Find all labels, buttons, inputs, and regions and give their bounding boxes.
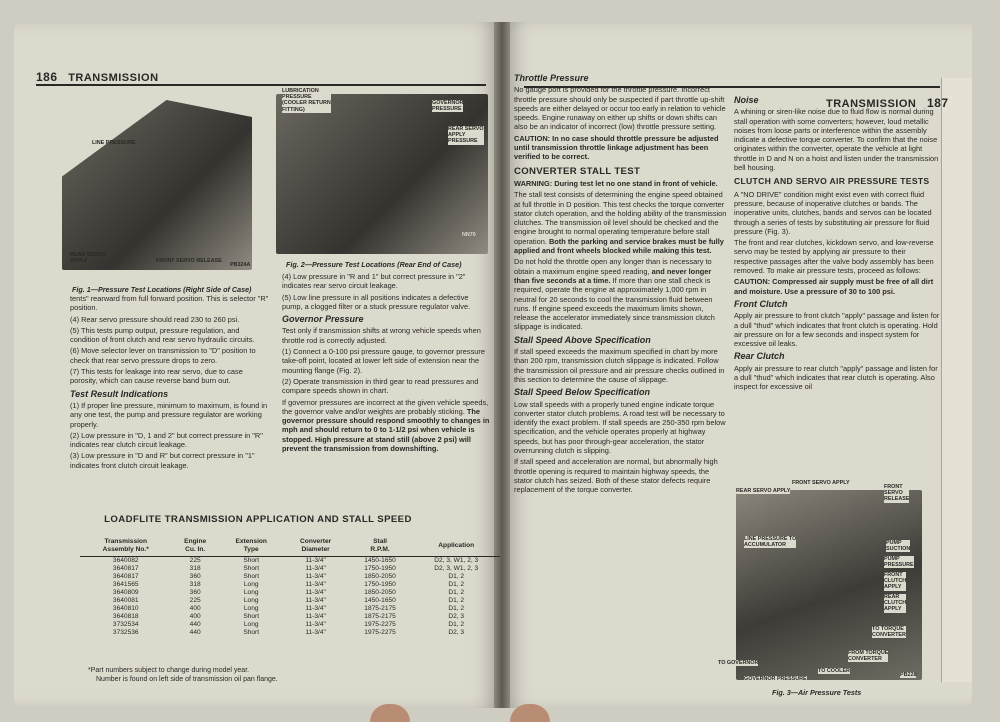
fig3-label-rear-servo-apply: REAR SERVO APPLY — [736, 488, 791, 494]
table-cell: 3640809 — [112, 589, 139, 597]
table-cell: Long — [243, 621, 259, 629]
table-cell: Long — [243, 605, 259, 613]
table-cell: 11-3/4" — [305, 589, 326, 597]
paragraph: tents" rearward from full forward position. This is selector "R" position. — [70, 294, 269, 313]
paragraph: Test only if transmission shifts at wrong vehicle speeds when throttle rod is correctly adjusted. — [282, 326, 481, 345]
table-footnotes — [88, 666, 468, 684]
paragraph: (7) This tests for leakage into rear servo, due to case porosity, which can cause reverse band burn out. — [70, 367, 243, 386]
table-header-row — [80, 538, 500, 557]
left-section-title: TRANSMISSION — [68, 72, 159, 84]
paragraph: If stall speed and acceleration are normal, but abnormally high throttle opening is required to maintain highway speeds, the stator clutch has seized. Both of these stator defects require replacement of the torque converter. — [514, 457, 718, 495]
left-column-1 — [70, 294, 270, 472]
fig3-label-to-cooler: TO COOLER — [818, 668, 850, 674]
heading-noise: Noise — [734, 95, 759, 105]
paragraph: A whining or siren-like noise due to fluid flow is normal during stall operation with some converters; however, loud metallic noises from loose parts or interference within the assembly indicate a defective torque converter. To confirm that the noise originates within the converter, operate the vehicle at light throttle in D and N on a hoist and listen under the transmission bell housing. — [734, 107, 939, 173]
table-cell: 3641565 — [112, 581, 139, 589]
paragraph — [282, 398, 490, 454]
table-cell: D1, 2 — [448, 597, 465, 605]
table-cell: 11-3/4" — [305, 629, 326, 637]
table-cell: 3732534 — [112, 621, 139, 629]
paragraph: (6) Move selector lever on transmission to "D" position to check that rear servo pressure drops to zero. — [70, 346, 256, 365]
fig1-caption: Fig. 1—Pressure Test Locations (Right Side of Case) — [72, 285, 252, 294]
table-cell: D1, 2 — [448, 605, 465, 613]
table-cell: 3640818 — [112, 613, 139, 621]
fig3-label-to-torque: TO TORQUE CONVERTER — [872, 626, 906, 639]
table-cell: 11-3/4" — [305, 565, 326, 573]
paragraph: (2) Operate transmission in third gear to read pressures and compare speeds shown in chart. — [282, 376, 479, 396]
right-page-number: 187 — [927, 96, 949, 110]
table-cell: 225 — [189, 597, 201, 605]
stall-speed-table-title: LOADFLITE TRANSMISSION APPLICATION AND STALL SPEED — [104, 514, 412, 525]
paragraph: (1) If proper line pressure, minimum to maximum, is found in any one test, the pump and pressure regulator are working properly. — [70, 400, 268, 429]
table-cell: 3640817 — [112, 565, 139, 573]
table-cell: 1750-1950 — [364, 581, 396, 589]
table-cell: 1975-2275 — [364, 629, 396, 637]
table-row — [80, 621, 500, 629]
table-cell: 1750-1950 — [364, 565, 396, 573]
table-cell: Short — [243, 565, 260, 573]
caution-note: CAUTION: Compressed air supply must be free of all dirt and moisture. Use a pressure of 30 to 100 psi. — [734, 277, 934, 296]
fig2-caption: Fig. 2—Pressure Test Locations (Rear End of Case) — [286, 260, 462, 269]
table-cell: 318 — [189, 581, 201, 589]
table-cell: 3640081 — [112, 597, 139, 605]
table-cell: Short — [243, 629, 260, 637]
heading-stall-below: Stall Speed Below Specification — [514, 387, 651, 398]
paragraph: The front and rear clutches, kickdown servo, and low-reverse servo may be tested by applying air pressure to their respective passages after the valve body assembly has been removed. To make air pressure tests, proceed as follows: — [734, 238, 934, 276]
fig1-label-line-pressure: LINE PRESSURE — [92, 140, 136, 146]
table-row — [80, 557, 500, 566]
right-section-title: TRANSMISSION — [826, 98, 917, 110]
table-cell: 440 — [189, 621, 201, 629]
table-cell: Long — [243, 597, 259, 605]
heading-throttle-pressure: Throttle Pressure — [514, 73, 589, 83]
heading-air-pressure-tests: CLUTCH AND SERVO AIR PRESSURE TESTS — [734, 176, 930, 187]
table-cell: 3640810 — [112, 605, 139, 613]
table-row — [80, 605, 500, 613]
table-cell: 1850-2050 — [364, 573, 396, 581]
table-cell: D2, 3, W1, 2, 3 — [434, 557, 479, 565]
text: If more than one stall check is required, operate the engine at approximately 1,000 rpm in neutral for 20 seconds to cool the transmission fluid between runs. If engine speed exceeds the maximum limits shown, release the accelerator immediately since transmission clutch slippage is indicated. — [514, 275, 715, 332]
table-cell: 1450-1650 — [364, 557, 396, 565]
table-cell: D1, 2 — [448, 573, 465, 581]
caution-note: CAUTION: In no case should throttle pressure be adjusted until transmission throttle linkage adjustment has been verified to be correct. — [514, 133, 719, 162]
table-cell: 11-3/4" — [305, 613, 326, 621]
bold-text: Both the parking and service brakes must be fully applied and front wheels blocked while making this test. — [514, 236, 724, 256]
fig2-transmission-photo — [276, 94, 488, 254]
paragraph: (1) Connect a 0-100 psi pressure gauge, to governor pressure take-off point, located at lower left side of extension near the mounting flange (Fig. 2). — [282, 347, 485, 375]
paragraph: (4) Low pressure in "R and 1" but correct pressure in "2" indicates rear servo circuit leakage. — [282, 272, 466, 291]
stall-speed-table — [80, 538, 500, 637]
right-column-1 — [514, 70, 728, 496]
table-row — [80, 597, 500, 605]
paragraph: (5) This tests pump output, pressure regulation, and condition of front clutch and rear servo hydraulic circuits. — [70, 325, 255, 345]
table-cell: 3640817 — [112, 573, 139, 581]
text: If governor pressures are incorrect at the given vehicle speeds, the governor valve and/or weights are probably sticking. — [282, 397, 489, 416]
paragraph: If stall speed exceeds the maximum specified in chart by more than 200 rpm, transmission clutch slippage is indicated. Follow the transmission oil pressure and air pressure checks outlined in this section to determine the cause of slippage. — [514, 347, 725, 384]
fig2-code: NN70 — [462, 232, 476, 238]
bold-text: and never longer than five seconds at a time. — [514, 266, 712, 285]
paragraph — [514, 190, 728, 255]
column-header: Engine Cu. In. — [171, 538, 218, 557]
paragraph: (5) Low line pressure in all positions indicates a defective pump, a clogged filter or a stuck pressure regulator valve. — [282, 292, 471, 311]
table-cell: 440 — [189, 629, 201, 637]
fig2-label-rear-servo: REAR SERVO APPLY PRESSURE — [448, 126, 484, 145]
table-cell: Long — [243, 581, 259, 589]
table-cell: 400 — [189, 605, 201, 613]
column-header: Application — [412, 538, 500, 557]
column-header: Stall R.P.M. — [348, 538, 413, 557]
table-cell: 225 — [189, 557, 201, 565]
table-cell: 11-3/4" — [305, 605, 326, 613]
fig3-label-pump-pressure: PUMP PRESSURE — [884, 556, 914, 569]
heading-rear-clutch: Rear Clutch — [734, 351, 785, 362]
left-page-header — [36, 70, 159, 84]
fig3-label-pump-suction: PUMP SUCTION — [886, 540, 911, 553]
warning-note: WARNING: During test let no one stand in front of vehicle. — [514, 178, 718, 188]
fig2-label-governor: GOVERNOR PRESSURE — [432, 100, 464, 113]
table-cell: D1, 2 — [448, 581, 465, 589]
table-row — [80, 581, 500, 589]
table-cell: D1, 2 — [448, 589, 465, 597]
paragraph: (2) Low pressure in "D, 1 and 2" but correct pressure in "R" indicates rear clutch circuit leakage. — [70, 430, 263, 450]
fig1-label-front-servo-release: FRONT SERVO RELEASE — [156, 258, 222, 264]
paragraph: No gauge port is provided for the throttle pressure. Incorrect throttle pressure should only be suspected if part throttle up-shift speeds are either delayed or occur too early in relation to vehicle speeds. Engine runaway on either up shifts or down shifts can also be an indicator of incorrect (low) throttle pressure setting. — [514, 85, 726, 132]
paragraph: (4) Rear servo pressure should read 230 to 260 psi. — [70, 314, 240, 324]
fig3-label-front-clutch: FRONT CLUTCH APPLY — [884, 572, 907, 591]
heading-front-clutch: Front Clutch — [734, 298, 788, 309]
table-cell: 3640082 — [112, 557, 139, 565]
table-cell: 360 — [189, 589, 201, 597]
fig3-label-governor-pressure: GOVERNOR PRESSURE — [744, 676, 807, 682]
page-edge-stack — [941, 78, 972, 682]
paragraph — [514, 257, 728, 331]
table-row — [80, 629, 500, 637]
left-column-2 — [282, 272, 490, 455]
paragraph: A "NO DRIVE" condition might exist even with correct fluid pressure, because of inoperative clutches or bands. The inoperative units, clutches, bands and servos can be located through a series of tests by substituting air pressure for fluid pressure (Fig. 3). — [734, 189, 932, 236]
table-cell: 11-3/4" — [305, 597, 326, 605]
table-cell: Short — [243, 613, 260, 621]
table-cell: D2, 3 — [448, 613, 465, 621]
table-cell: 1875-2175 — [364, 613, 396, 621]
fig3-label-to-governor: TO GOVERNOR — [718, 660, 759, 666]
paragraph: Apply air pressure to rear clutch "apply" passage and listen for a dull "thud" which indicates that rear clutch is operating. Also inspect for excessive oil — [734, 363, 938, 392]
table-cell: 11-3/4" — [305, 621, 326, 629]
paragraph: (3) Low pressure in "D and R" but correct pressure in "1" indicates front clutch circuit leakage. — [70, 451, 255, 470]
fig2-label-lubrication: LUBRICATION PRESSURE (COOLER RETURN FITTING) — [282, 88, 331, 113]
fig3-label-rear-clutch: REAR CLUTCH APPLY — [884, 594, 907, 613]
column-header: Converter Diameter — [284, 538, 348, 557]
table-cell: 11-3/4" — [305, 581, 326, 589]
column-header: Transmission Assembly No.* — [80, 538, 171, 557]
paragraph: Apply air pressure to front clutch "apply" passage and listen for a dull "thud" which indicates that front clutch is operating. Hold air pressure on for a few seconds and inspect system for excessive oil leaks. — [734, 311, 940, 349]
paragraph: Low stall speeds with a properly tuned engine indicate torque converter stator clutch problems. A road test will be necessary to identify the exact problem. If stall speeds are 250-350 rpm below specification, and the vehicle operates properly at highway speeds, but has poor through-gear acceleration, the stator overrunning clutch is slipping. — [514, 399, 726, 455]
text: Do not hold the throttle open any longer than is necessary to obtain a maximum engine speed reading, — [514, 257, 712, 276]
table-body — [80, 557, 500, 638]
fig1-label-rear-servo: REAR SERVO APPLY — [70, 252, 106, 265]
table-cell: 1975-2275 — [364, 621, 396, 629]
table-cell: 360 — [189, 573, 201, 581]
table-cell: 11-3/4" — [305, 573, 326, 581]
fig3-label-front-servo-release: FRONT SERVO RELEASE — [884, 484, 910, 503]
heading-stall-above: Stall Speed Above Specification — [514, 334, 651, 345]
heading-governor-pressure: Governor Pressure — [282, 314, 364, 325]
text: The stall test consists of determining the engine speed obtained at full throttle in D position. This test checks the torque converter stator clutch operation, and the holding ability of the transmission clutches. The transmission oil level should be checked and the engine brought to normal operating temperature before stall operation. — [514, 190, 727, 246]
right-column-2 — [734, 92, 940, 394]
table-row — [80, 573, 500, 581]
bold-text: The governor pressure should respond smoothly to changes in mph and should return to 0 to 1-1/2 psi when vehicle is stopped. High pressure at stand still (above 2 psi) will prevent the transmission from downshifting. — [282, 406, 490, 454]
table-cell: D2, 3, W1, 2, 3 — [434, 565, 479, 573]
footnote: *Part numbers subject to change during model year. — [88, 667, 250, 674]
fig1-code: PB324A — [230, 262, 251, 268]
table-cell: 1875-2175 — [364, 605, 396, 613]
table-cell: 1450-1650 — [364, 597, 396, 605]
table-cell: 3732536 — [112, 629, 139, 637]
heading-converter-stall-test: CONVERTER STALL TEST — [514, 165, 641, 177]
table-cell: 11-3/4" — [305, 557, 326, 565]
left-header-rule — [36, 84, 486, 86]
column-header: Extension Type — [219, 538, 284, 557]
fig3-code: PB228 — [900, 672, 917, 678]
table-cell: 318 — [189, 565, 201, 573]
fig3-label-front-servo-apply: FRONT SERVO APPLY — [792, 480, 850, 486]
fig3-caption: Fig. 3—Air Pressure Tests — [772, 688, 862, 697]
table-cell: Long — [243, 589, 259, 597]
fig3-label-from-torque: FROM TORQUE CONVERTER — [848, 650, 889, 663]
heading-test-results: Test Result Indications — [70, 388, 169, 399]
table-row — [80, 613, 500, 621]
table-cell: D2, 3 — [448, 629, 465, 637]
left-page-number: 186 — [36, 70, 58, 84]
table-cell: Short — [243, 557, 260, 565]
table-cell: 1850-2050 — [364, 589, 396, 597]
table-cell: Short — [243, 573, 260, 581]
table-row — [80, 589, 500, 597]
fig3-label-line-pressure: LINE PRESSURE TO ACCUMULATOR — [744, 536, 797, 549]
table-row — [80, 565, 500, 573]
table-cell: D1, 2 — [448, 621, 465, 629]
footnote: Number is found on left side of transmission oil pan flange. — [96, 676, 278, 683]
table-cell: 400 — [189, 613, 201, 621]
